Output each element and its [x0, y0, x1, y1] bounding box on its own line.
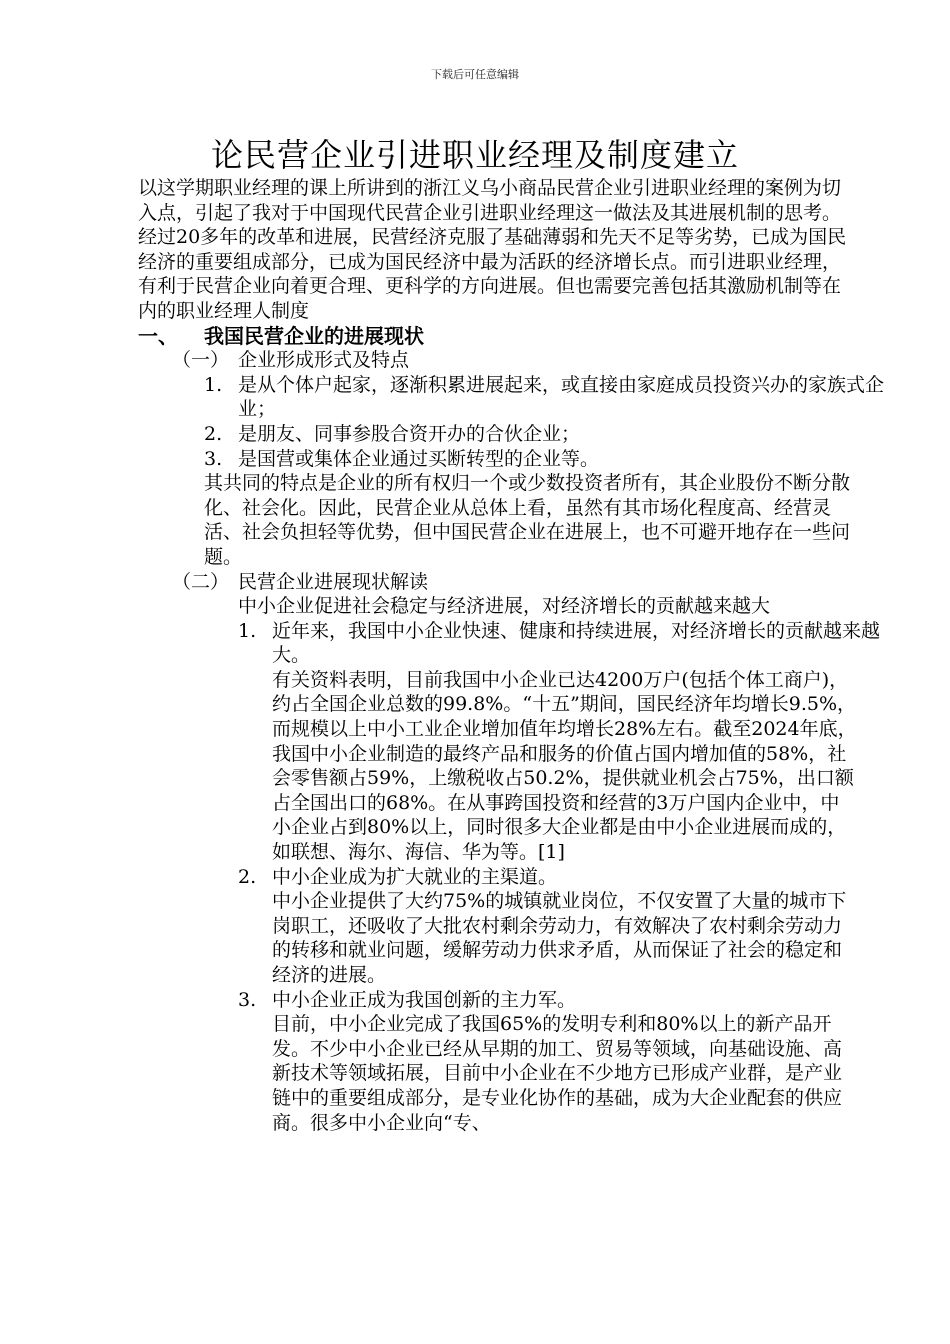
document-body: [0, 176, 950, 1135]
list-item-number: 3.: [238, 988, 257, 1011]
header-note: 下载后可任意编辑: [431, 68, 519, 81]
list-item-number: 1.: [204, 373, 223, 396]
section-number: 一、: [138, 323, 178, 348]
list-item-text: 是从个体户起家，逐渐积累进展起来，或直接由家庭成员投资兴办的家族式企业；: [238, 373, 885, 421]
intro-paragraph: 以这学期职业经理的课上所讲到的浙江义乌小商品民营企业引进职业经理的案例为切入点，引起了我对于中国现代民营企业引进职业经理这一做法及其进展机制的思考。经过20多年的改革和进展，民营经济克服了基础薄弱和先天不足等劣势，已成为国民经济的重要组成部分，已成为国民经济中最为活跃的经济增长点。而引进职业经理，有利于民营企业向着更合理、更科学的方向进展。但也需要完善包括其激励机制等在内的职业经理人制度: [138, 177, 847, 322]
list-item: [238, 619, 892, 668]
list-item: [204, 422, 888, 447]
list-item-number: 3.: [204, 447, 223, 470]
list-item: [238, 988, 892, 1013]
summary-paragraph: 其共同的特点是企业的所有权归一个或少数投资者所有，其企业股份不断分散化、社会化。因此，民营企业从总体上看，虽然有其市场化程度高、经营灵活、社会负担轻等优势，但中国民营企业在进展上，也不可避开地存在一些问题。: [204, 472, 851, 568]
list-item: [238, 865, 892, 890]
subsection-title: 企业形成形式及特点: [238, 349, 410, 372]
list-item-text: 是朋友、同事参股合资开办的合伙企业；: [238, 422, 581, 445]
list-item-text: 中小企业成为扩大就业的主渠道。: [272, 865, 558, 888]
subsection-number: （一）: [172, 349, 230, 372]
subsection-title: 民营企业进展现状解读: [238, 570, 429, 593]
page-title: 论民营企业引进职业经理及制度建立: [210, 136, 739, 174]
list-item-number: 1.: [238, 619, 257, 642]
section-heading: [138, 324, 858, 349]
list-item-text: 中小企业正成为我国创新的主力军。: [272, 988, 577, 1011]
detail-paragraph: 有关资料表明，目前我国中小企业已达4200万户(包括个体工商户)，约占全国企业总数的99.8%。“十五”期间，国民经济年均增长9.5%，而规模以上中小工业企业增加值年均增长28%左右。截至2024年底，我国中小企业制造的最终产品和服务的价值占国内增加值的58%，社会零售额占59%，上缴税收占50.2%，提供就业机会占75%，出口额占全国出口的68%。在从事跨国投资和经营的3万户国内企业中，中小企业占到80%以上，同时很多大企业都是由中小企业进展而成的，如联想、海尔、海信、华为等。[1]: [272, 668, 857, 864]
subsection-heading: [172, 348, 852, 373]
list-item: [204, 373, 888, 422]
section-title: 我国民营企业的进展现状: [204, 323, 424, 348]
list-item-text: 是国营或集体企业通过买断转型的企业等。: [238, 447, 600, 470]
list-item-number: 2.: [238, 865, 257, 888]
lead-paragraph: 中小企业促进社会稳定与经济进展，对经济增长的贡献越来越大: [238, 595, 771, 618]
list-item-text: 近年来，我国中小企业快速、健康和持续进展，对经济增长的贡献越来越大。: [272, 619, 881, 667]
list-item-number: 2.: [204, 422, 223, 445]
list-item: [204, 447, 888, 472]
detail-paragraph: 目前，中小企业完成了我国65%的发明专利和80%以上的新产品开发。不少中小企业已经从早期的加工、贸易等领域，向基础设施、高新技术等领域拓展，目前中小企业在不少地方已形成产业群，是产业链中的重要组成部分，是专业化协作的基础，成为大企业配套的供应商。很多中小企业向“专、: [272, 1013, 843, 1134]
subsection-number: （二）: [172, 570, 230, 593]
detail-paragraph: 中小企业提供了大约75%的城镇就业岗位，不仅安置了大量的城市下岗职工，还吸收了大批农村剩余劳动力，有效解决了农村剩余劳动力的转移和就业问题，缓解劳动力供求矛盾，从而保证了社会的稳定和经济的进展。: [272, 890, 847, 986]
subsection-heading: [172, 570, 852, 595]
